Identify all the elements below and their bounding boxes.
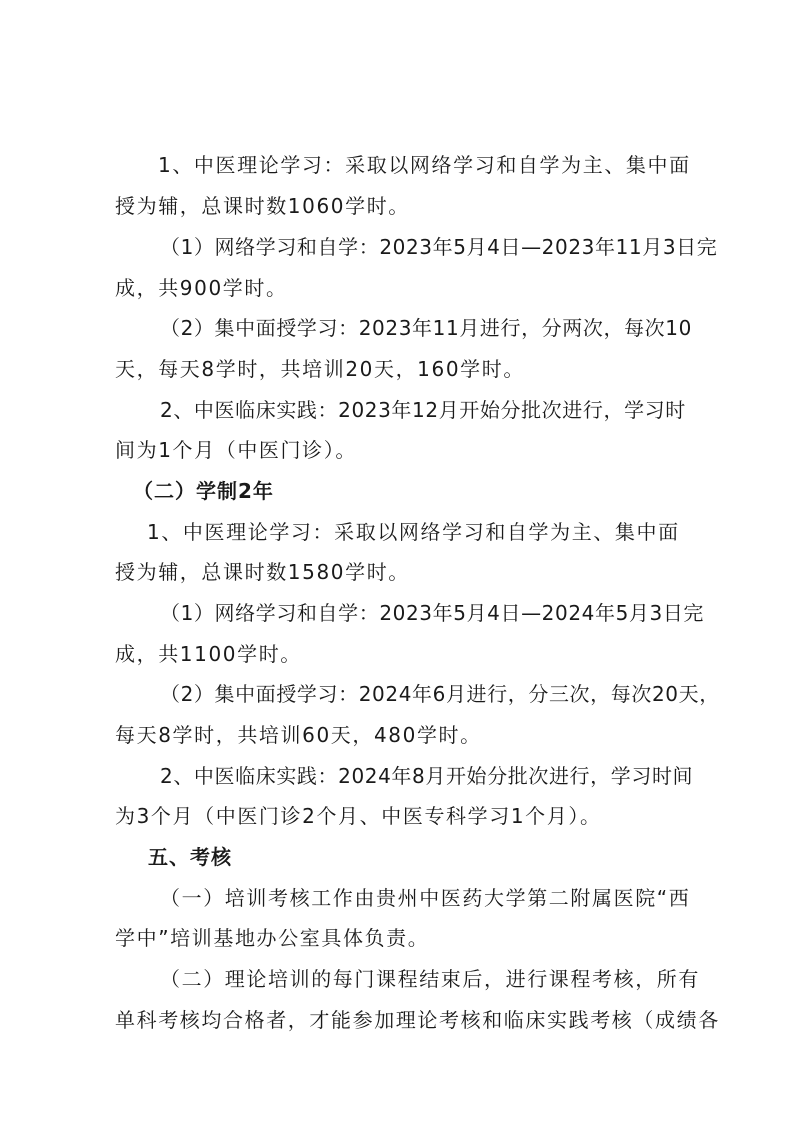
- text-line-17: 为3个月（中医门诊2个月、中医专科学习1个月）。: [115, 804, 602, 828]
- text-line-5: （2）集中面授学习：2023年11月进行，分两次，每次10: [160, 316, 692, 340]
- text-line-4: 成，共900学时。: [115, 276, 288, 300]
- text-line-6: 天，每天8学时，共培训20天，160学时。: [115, 357, 525, 381]
- text-line-22: 单科考核均合格者，才能参加理论考核和临床实践考核（成绩各: [115, 1008, 720, 1032]
- section-heading-kaohe: 五、考核: [148, 845, 232, 869]
- text-line-1: 1、中医理论学习：采取以网络学习和自学为主、集中面: [158, 153, 691, 177]
- text-line-2: 授为辅，总课时数1060学时。: [115, 194, 410, 218]
- text-line-12: （1）网络学习和自学：2023年5月4日—2024年5月3日完: [160, 601, 705, 625]
- text-line-11: 授为辅，总课时数1580学时。: [115, 560, 410, 584]
- text-line-14: （2）集中面授学习：2024年6月进行，分三次，每次20天，: [160, 682, 720, 706]
- section-heading-xuezhi: （二）学制2年: [133, 479, 274, 503]
- text-line-7: 2、中医临床实践：2023年12月开始分批次进行，学习时: [160, 398, 686, 422]
- text-line-21: （二）理论培训的每门课程结束后，进行课程考核，所有: [160, 967, 700, 991]
- text-line-13: 成，共1100学时。: [115, 642, 302, 666]
- text-line-16: 2、中医临床实践：2024年8月开始分批次进行，学习时间: [160, 764, 694, 788]
- text-line-15: 每天8学时，共培训60天，480学时。: [115, 723, 482, 747]
- text-line-19: （一）培训考核工作由贵州中医药大学第二附属医院“西: [160, 886, 691, 910]
- text-line-8: 间为1个月（中医门诊）。: [115, 438, 357, 462]
- text-line-10: 1、中医理论学习：采取以网络学习和自学为主、集中面: [147, 520, 680, 544]
- text-line-20: 学中”培训基地办公室具体负责。: [115, 926, 430, 950]
- text-line-3: （1）网络学习和自学：2023年5月4日—2023年11月3日完: [160, 235, 718, 259]
